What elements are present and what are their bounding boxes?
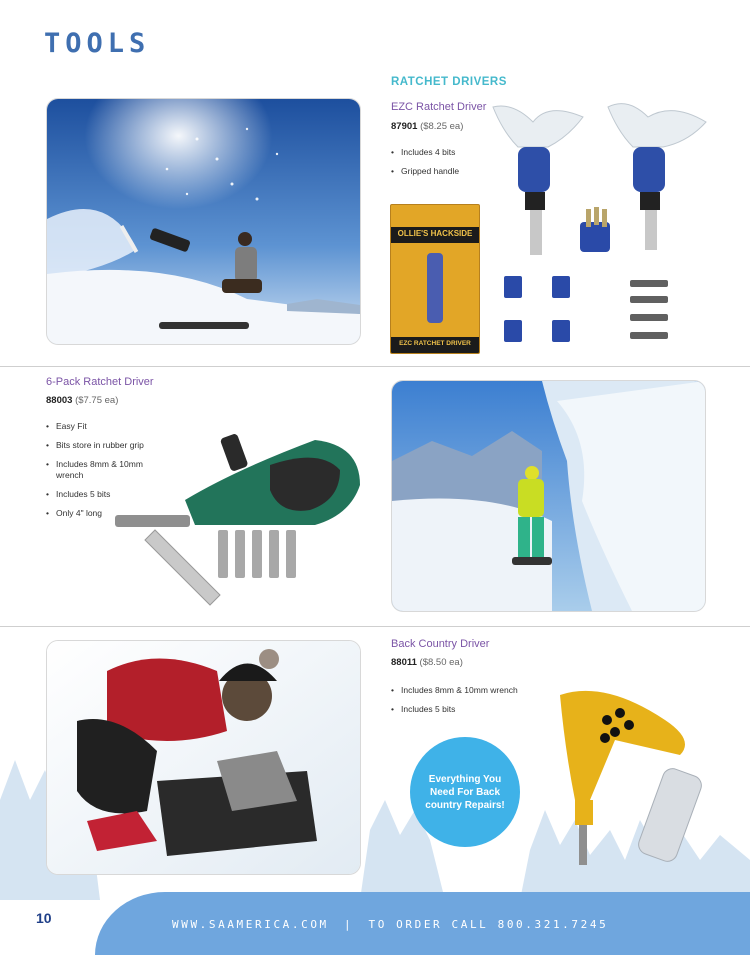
ezc-package-image [390,204,480,354]
feature-item: • Gripped handle [391,166,459,177]
back-country-repair-photo [46,640,361,875]
back-country-driver-image [545,680,720,870]
feature-item: • Only 4" long [46,508,166,519]
six-pack-sku-line [46,395,118,406]
back-country-sku-line [391,657,463,668]
section-divider [0,626,750,627]
feature-item: • Includes 4 bits [391,147,459,158]
page-title: TOOLS [44,28,151,59]
ezc-sku-line [391,121,463,132]
footer-contact [172,918,608,931]
feature-item: • Includes 5 bits [46,489,166,500]
ezc-price: ($8.25 ea) [420,121,464,132]
package-label-bottom: EZC RATCHET DRIVER [399,340,471,347]
footer-separator: | [344,918,354,931]
footer-website[interactable]: WWW.SAAMERICA.COM [172,918,329,931]
back-country-price: ($8.50 ea) [419,657,463,668]
ezc-sku: 87901 [391,121,418,132]
ezc-ratchet-drivers-image [488,97,713,267]
ratchet-drivers-heading: RATCHET DRIVERS [391,76,507,88]
ezc-product-name: EZC Ratchet Driver [391,101,487,113]
promo-bubble-text: Everything You Need For Back country Repairs! [425,773,505,811]
ezc-feature-list [391,147,459,185]
footer-order-phone: TO ORDER CALL 800.321.7245 [368,918,609,931]
ezc-bits-image [500,274,680,349]
back-country-feature-list [391,685,541,723]
back-country-sku: 88011 [391,657,417,668]
six-pack-product-name: 6-Pack Ratchet Driver [46,376,154,388]
feature-item: • Includes 5 bits [391,704,541,715]
package-label-top: OLLIE'S HACKSIDE [397,229,473,238]
feature-item: • Includes 8mm & 10mm wrench [46,459,166,481]
snowboard-jump-photo [46,98,361,345]
feature-item: • Bits store in rubber grip [46,440,166,451]
ice-wall-snowboarder-photo [391,380,706,612]
feature-item: • Easy Fit [46,421,166,432]
back-country-product-name: Back Country Driver [391,638,490,650]
six-pack-sku: 88003 [46,395,73,406]
page-number: 10 [36,910,52,926]
six-pack-price: ($7.75 ea) [75,395,119,406]
six-pack-driver-image [115,430,365,620]
feature-item: • Includes 8mm & 10mm wrench [391,685,541,696]
promo-bubble [410,737,520,847]
section-divider [0,366,750,367]
